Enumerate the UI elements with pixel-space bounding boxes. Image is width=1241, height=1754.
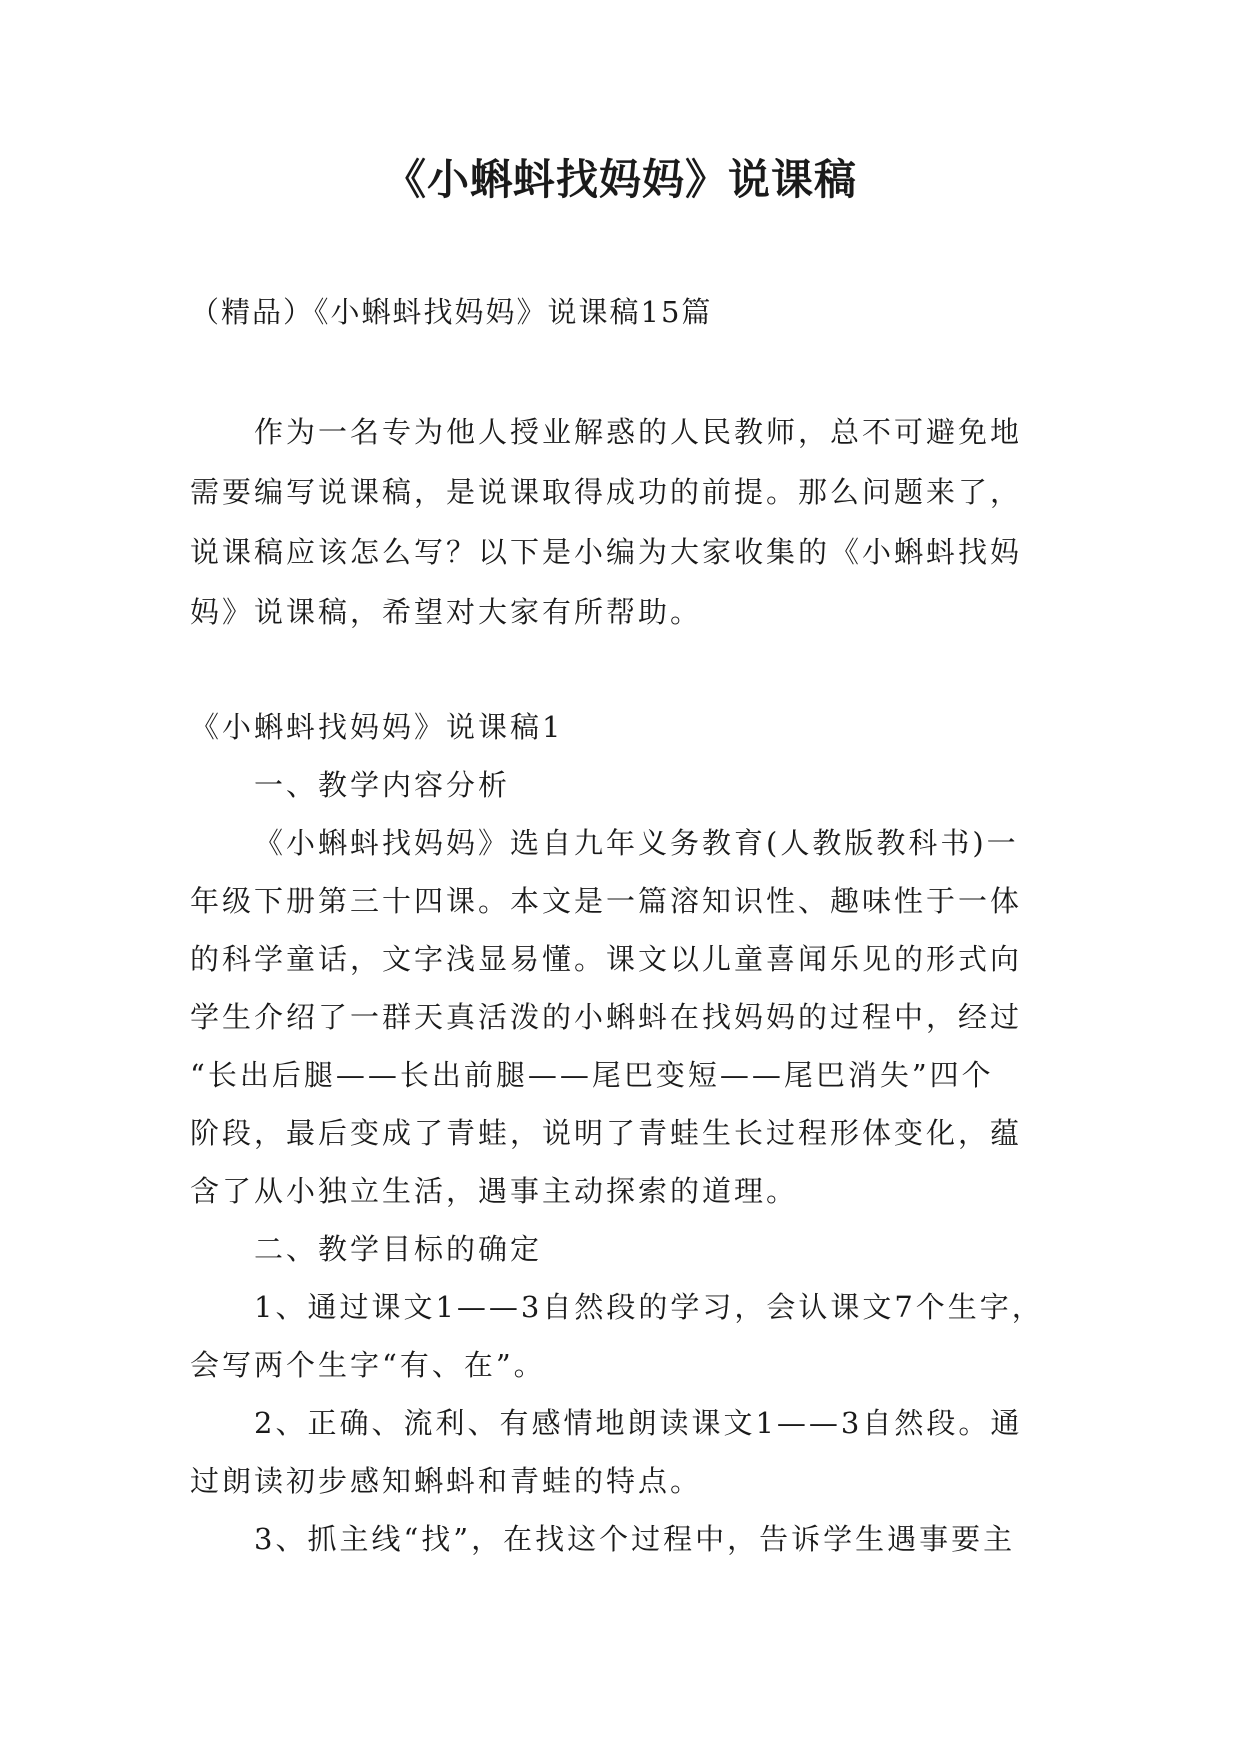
text-line: “长出后腿——长出前腿——尾巴变短——尾巴消失”四个 bbox=[190, 1058, 994, 1092]
text-line: 《小蝌蚪找妈妈》选自九年义务教育(人教版教科书)一 bbox=[254, 826, 1019, 860]
text-line: 3、抓主线“找”，在找这个过程中，告诉学生遇事要主 bbox=[254, 1522, 1016, 1556]
subsection-heading: 一、教学内容分析 bbox=[254, 768, 511, 802]
intro-paragraph bbox=[190, 402, 1052, 642]
text-line: 妈》说课稿，希望对大家有所帮助。 bbox=[190, 595, 703, 629]
text-line: 需要编写说课稿，是说课取得成功的前提。那么问题来了， bbox=[190, 475, 1023, 509]
document-subtitle: （精品）《小蝌蚪找妈妈》说课稿15篇 bbox=[190, 295, 713, 329]
text-line: 学生介绍了一群天真活泼的小蝌蚪在找妈妈的过程中，经过 bbox=[190, 1000, 1023, 1034]
document-title: 《小蝌蚪找妈妈》说课稿 bbox=[383, 155, 857, 204]
text-line: 2、正确、流利、有感情地朗读课文1——3自然段。通 bbox=[254, 1406, 1023, 1440]
text-line: 含了从小独立生活，遇事主动探索的道理。 bbox=[190, 1174, 799, 1208]
article-section bbox=[190, 698, 1052, 1568]
subsection-heading: 二、教学目标的确定 bbox=[254, 1232, 543, 1266]
text-line: 年级下册第三十四课。本文是一篇溶知识性、趣味性于一体 bbox=[190, 884, 1023, 918]
text-line: 的科学童话，文字浅显易懂。课文以儿童喜闻乐见的形式向 bbox=[190, 942, 1023, 976]
text-line: 1、通过课文1——3自然段的学习，会认课文7个生字， bbox=[254, 1290, 1044, 1324]
section-heading: 《小蝌蚪找妈妈》说课稿1 bbox=[190, 710, 564, 744]
text-line: 说课稿应该怎么写？以下是小编为大家收集的《小蝌蚪找妈 bbox=[190, 535, 1023, 569]
text-line: 过朗读初步感知蝌蚪和青蛙的特点。 bbox=[190, 1464, 703, 1498]
text-line: 会写两个生字“有、在”。 bbox=[190, 1348, 546, 1382]
text-line: 作为一名专为他人授业解惑的人民教师，总不可避免地 bbox=[254, 415, 1023, 449]
text-line: 阶段，最后变成了青蛙，说明了青蛙生长过程形体变化，蕴 bbox=[190, 1116, 1023, 1150]
